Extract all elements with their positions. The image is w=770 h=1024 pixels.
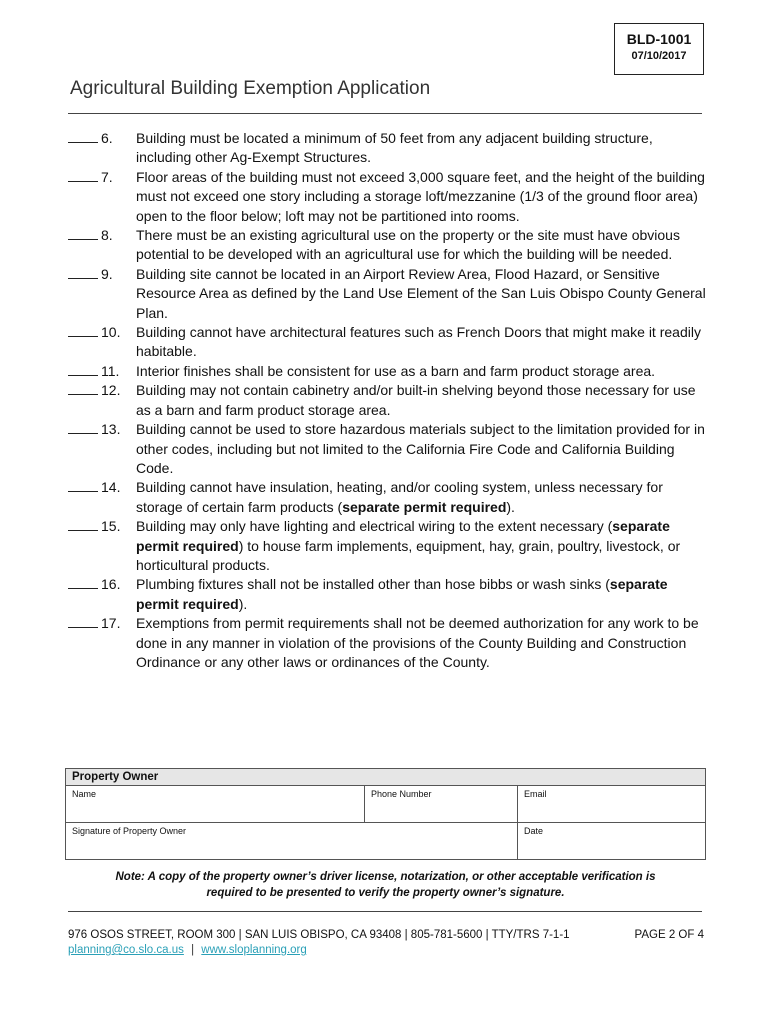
- initial-blank[interactable]: [68, 129, 98, 143]
- footer-separator: |: [191, 944, 195, 956]
- requirement-number: 11.: [101, 362, 120, 379]
- requirement-number: 6.: [101, 130, 113, 146]
- requirement-text: [135, 420, 708, 478]
- text-run: Floor areas of the building must not exceed 3,000 square feet, and the height of the building must not exceed one story including a storage loft/mezzanine (1/3 of the ground floor area) open to the floor below; loft may not be partitioned into rooms.: [136, 168, 705, 224]
- website-link[interactable]: www.sloplanning.org: [201, 944, 307, 956]
- phone-field[interactable]: [365, 786, 518, 823]
- signature-field[interactable]: [66, 823, 518, 860]
- requirements-list: [68, 129, 708, 672]
- requirement-item: [68, 381, 708, 420]
- emphasis-text: separate permit required: [136, 518, 670, 554]
- requirement-number: 10.: [101, 324, 121, 341]
- form-id-box: [614, 23, 704, 75]
- initial-blank[interactable]: [68, 168, 98, 182]
- requirement-number: 17.: [101, 615, 121, 632]
- page-title: Agricultural Building Exemption Application: [70, 78, 431, 99]
- email-field[interactable]: [518, 786, 706, 823]
- initial-blank[interactable]: [68, 323, 98, 337]
- initial-blank[interactable]: [68, 420, 98, 434]
- text-run: Interior finishes shall be consistent for use as a barn and farm product storage area.: [136, 362, 656, 379]
- property-owner-table: [65, 768, 706, 860]
- requirement-text: [135, 614, 708, 672]
- title-divider: [68, 113, 702, 114]
- requirement-item: [68, 323, 708, 362]
- requirement-item: [68, 478, 708, 517]
- requirement-item: [68, 265, 708, 323]
- date-field[interactable]: [518, 823, 706, 860]
- text-run: Building site cannot be located in an Airport Review Area, Flood Hazard, or Sensitive Resource Area as defined by the Land Use Element of the San Luis Obispo County General Plan.: [136, 265, 706, 321]
- text-run: Building cannot have architectural features such as French Doors that might make it readily habitable.: [136, 324, 701, 360]
- initial-blank[interactable]: [68, 226, 98, 240]
- initial-blank[interactable]: [68, 614, 98, 628]
- requirement-text: [135, 381, 708, 420]
- requirement-number: 15.: [101, 518, 121, 535]
- text-run: Building cannot have insulation, heating, and/or cooling system, unless necessary for storage of certain farm products (: [136, 479, 663, 515]
- note-line-1: Note: A copy of the property owner’s driver license, notarization, or other acceptable verification is: [115, 871, 656, 883]
- form-date: 07/10/2017: [631, 50, 687, 62]
- requirement-item: [68, 575, 708, 614]
- phone-label: Phone Number: [371, 789, 432, 799]
- requirement-item: [68, 129, 708, 168]
- emphasis-text: separate permit required: [136, 576, 668, 612]
- requirement-text: [135, 129, 708, 168]
- initial-blank[interactable]: [68, 517, 98, 531]
- requirement-number: 9.: [101, 265, 113, 282]
- requirement-text: [135, 362, 708, 381]
- text-run: ).: [506, 498, 515, 515]
- text-run: Building may not contain cabinetry and/or built-in shelving beyond those necessary for use as a barn and farm product storage area.: [136, 382, 696, 418]
- requirement-number: 14.: [101, 479, 121, 496]
- requirement-item: [68, 517, 708, 575]
- date-label: Date: [524, 826, 544, 836]
- requirement-text: [135, 168, 708, 226]
- text-run: Building may only have lighting and electrical wiring to the extent necessary (: [136, 518, 613, 535]
- requirement-item: [68, 614, 708, 672]
- text-run: There must be an existing agricultural use on the property or the site must have obvious potential to be developed with an agricultural use for which the building will be needed.: [136, 227, 680, 263]
- emphasis-text: separate permit required: [342, 498, 507, 515]
- text-run: Building must be located a minimum of 50 feet from any adjacent building structure, including other Ag-Exempt Structures.: [136, 130, 653, 166]
- signature-label: Signature of Property Owner: [72, 826, 187, 836]
- footer-divider: [68, 911, 702, 912]
- requirement-number: 16.: [101, 576, 121, 593]
- initial-blank[interactable]: [68, 265, 98, 279]
- requirement-number: 12.: [101, 382, 121, 399]
- text-run: Exemptions from permit requirements shall not be deemed authorization for any work to be done in any manner in violation of the provisions of the County Building and Construction Ordinance or any other laws or ordinances of the County.: [136, 615, 699, 670]
- text-run: Building cannot be used to store hazardous materials subject to the limitation provided for in other codes, including but not limited to the California Fire Code and California Building Code.: [136, 421, 705, 476]
- requirement-item: [68, 362, 708, 381]
- verification-note: [65, 869, 706, 901]
- text-run: Plumbing fixtures shall not be installed other than hose bibbs or wash sinks (: [136, 576, 610, 593]
- form-id: BLD-1001: [626, 31, 692, 47]
- footer-links: [68, 944, 307, 956]
- requirement-number: 8.: [101, 227, 113, 244]
- initial-blank[interactable]: [68, 381, 98, 395]
- email-label: Email: [524, 789, 547, 799]
- requirement-text: [135, 575, 708, 614]
- requirement-number: 13.: [101, 421, 121, 438]
- requirement-item: [68, 420, 708, 478]
- name-label: Name: [72, 789, 97, 799]
- requirement-text: [135, 226, 708, 265]
- requirement-item: [68, 226, 708, 265]
- initial-blank[interactable]: [68, 478, 98, 492]
- name-field[interactable]: [66, 786, 365, 823]
- text-run: ).: [238, 595, 248, 612]
- property-owner-heading: Property Owner: [66, 769, 706, 786]
- requirement-text: [135, 265, 708, 323]
- footer-address: 976 OSOS STREET, ROOM 300 | SAN LUIS OBISPO, CA 93408 | 805-781-5600 | TTY/TRS 7-1-1: [68, 929, 570, 941]
- requirement-item: [68, 168, 708, 226]
- initial-blank[interactable]: [68, 575, 98, 589]
- initial-blank[interactable]: [68, 362, 98, 376]
- text-run: ) to house farm implements, equipment, hay, grain, poultry, livestock, or horticultural products.: [136, 537, 681, 573]
- requirement-text: [135, 478, 708, 517]
- page-number: PAGE 2 OF 4: [634, 929, 704, 941]
- email-link[interactable]: planning@co.slo.ca.us: [68, 944, 184, 956]
- requirement-number: 7.: [101, 168, 113, 185]
- requirement-text: [135, 323, 708, 362]
- requirement-text: [135, 517, 708, 575]
- note-line-2: required to be presented to verify the property owner’s signature.: [206, 887, 565, 899]
